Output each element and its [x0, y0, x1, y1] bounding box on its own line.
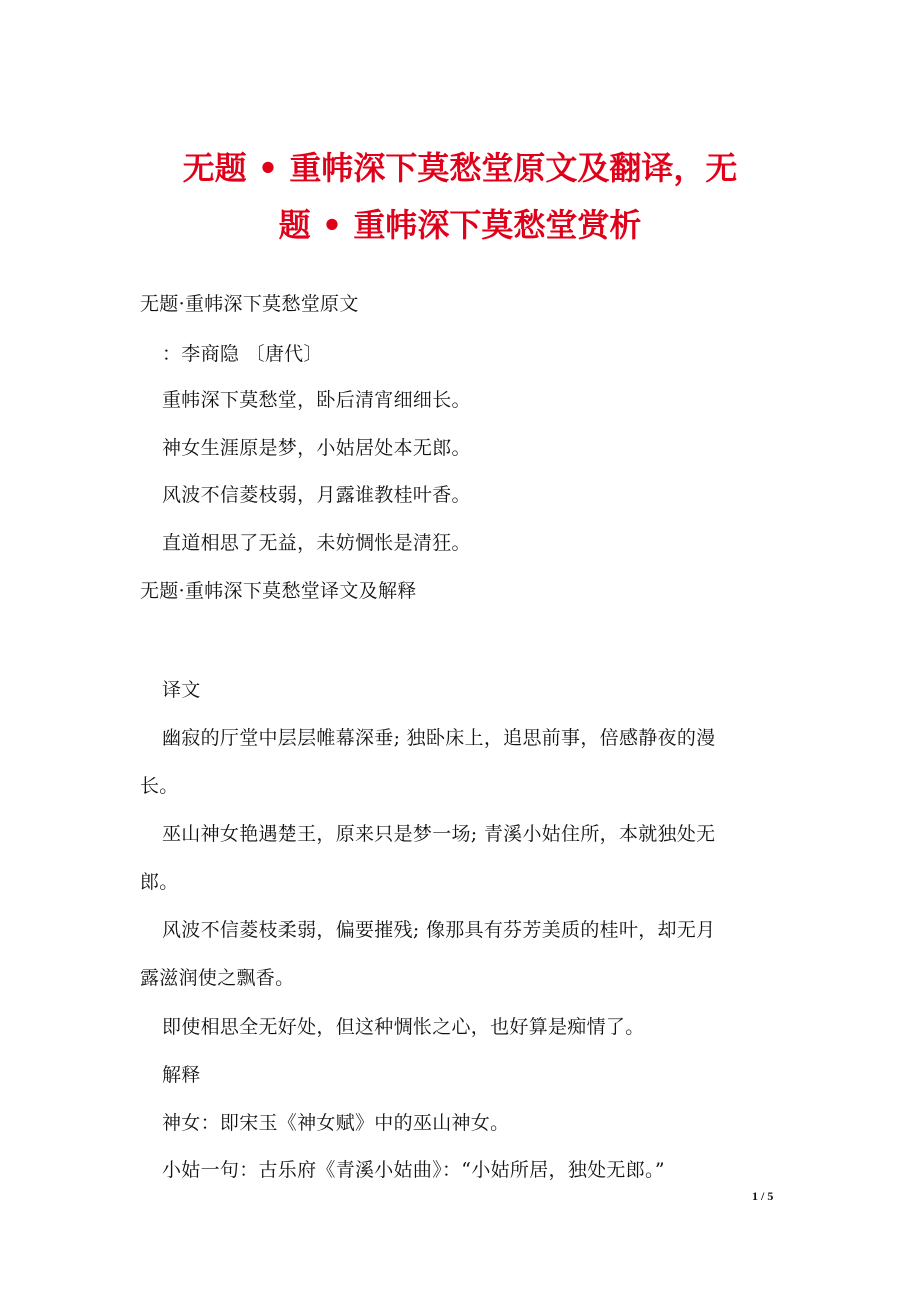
translation-paragraph-line: 风波不信菱枝柔弱，偏要摧残; 像那具有芬芳美质的桂叶，却无月 — [162, 919, 716, 941]
translation-paragraph-line: 巫山神女艳遇楚王，原来只是梦一场; 青溪小姑住所，本就独处无 — [162, 823, 716, 845]
poem-line: 风波不信菱枝弱，月露谁教桂叶香。 — [162, 484, 471, 506]
poem-line: 直道相思了无益，未妨惆怅是清狂。 — [162, 532, 471, 554]
document-title-line-2: 题 • 重帏深下莫愁堂赏析 — [278, 206, 642, 244]
document-title-line-1: 无题 • 重帏深下莫愁堂原文及翻译，无 — [182, 149, 738, 187]
translation-paragraph-line: 即使相思全无好处，但这种惆怅之心，也好算是痴情了。 — [162, 1016, 645, 1038]
author-line: ：李商隐 〔唐代〕 — [162, 343, 323, 365]
page-number: 1 / 5 — [752, 1189, 774, 1203]
translation-paragraph-continuation: 长。 — [140, 775, 179, 797]
translation-label: 译文 — [162, 679, 201, 701]
section-translation-heading: 无题·重帏深下莫愁堂译文及解释 — [140, 580, 417, 602]
section-original-heading: 无题·重帏深下莫愁堂原文 — [140, 293, 359, 315]
explanation-line: 神女：即宋玉《神女赋》中的巫山神女。 — [162, 1112, 510, 1134]
translation-paragraph-line: 幽寂的厅堂中层层帷幕深垂; 独卧床上，追思前事，倍感静夜的漫 — [162, 727, 716, 749]
explanation-label: 解释 — [162, 1064, 201, 1086]
poem-line: 重帏深下莫愁堂，卧后清宵细细长。 — [162, 389, 471, 411]
explanation-line: 小姑一句：古乐府《青溪小姑曲》：“小姑所居，独处无郎。” — [162, 1159, 665, 1181]
translation-paragraph-continuation: 郎。 — [140, 871, 179, 893]
translation-paragraph-continuation: 露滋润使之飘香。 — [140, 967, 295, 989]
poem-line: 神女生涯原是梦，小姑居处本无郎。 — [162, 437, 471, 459]
